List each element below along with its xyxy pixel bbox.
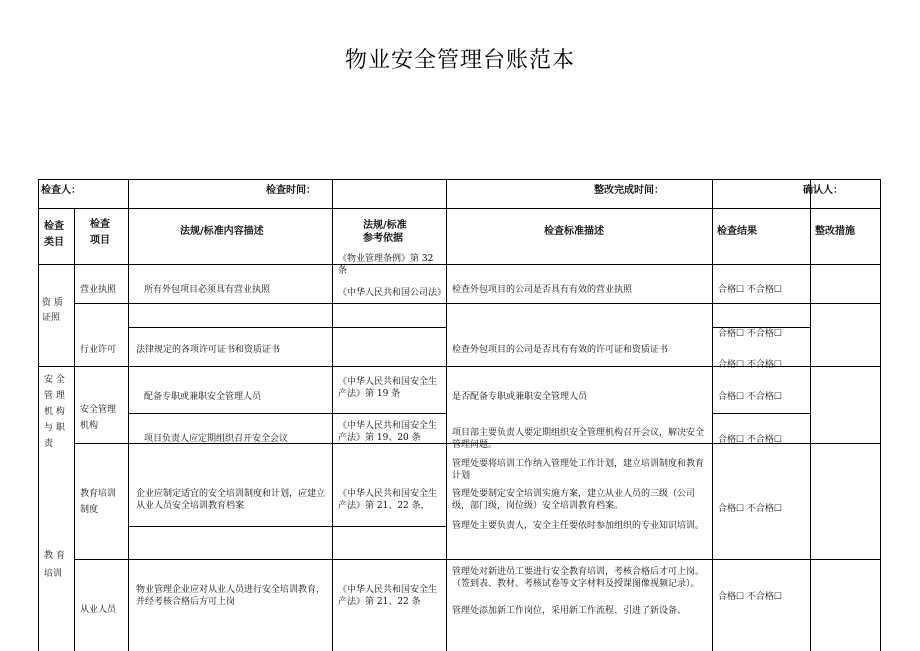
desc-row-1: 所有外包项目必须具有营业执照 <box>144 285 271 295</box>
basis-row-3a: 《中华人民共和国安全生产法》第 19 条 <box>338 377 438 399</box>
standard-row-5b: 管理处添加新工作岗位，采用新工作流程、引进了新设备、 <box>452 606 687 616</box>
desc-row-4: 企业应制定适宜的安全培训制度和计划，应建立从业人员安全培训教育档案 <box>136 489 326 511</box>
standard-row-4c: 管理处主要负责人，安全主任要依时参加组织的专业知识培训。 <box>452 521 705 531</box>
result-row-4[interactable]: 合格☐ 不合格☐ <box>718 504 782 514</box>
col-category-l2: 类目 <box>44 237 64 248</box>
section-org-l3: 机 构 <box>44 407 65 417</box>
section-org-l4: 与 职 <box>44 423 65 433</box>
item-staff: 从业人员 <box>80 605 117 615</box>
result-row-2a[interactable]: 合格☐ 不合格☐ <box>718 329 782 339</box>
desc-row-2: 法律规定的各项许可证书和资质证书 <box>136 345 281 355</box>
col-measures: 整改措施 <box>815 226 855 237</box>
desc-row-5: 物业管理企业应对从业人员进行安全培训教育，并经考核合格后方可上岗 <box>136 585 326 607</box>
standard-row-1: 检查外包项目的公司是否具有有效的营业执照 <box>452 285 633 295</box>
item-training-sys-l1: 教育培训 <box>80 489 117 499</box>
basis-row-4: 《中华人民共和国安全生产法》第 21、22 条， <box>338 489 438 511</box>
standard-row-4a: 管理处要将培训工作纳入管理处工作计划，建立培训制度和教育计划 <box>452 459 705 481</box>
document-title: 物业安全管理台账范本 <box>344 48 575 73</box>
section-edu-l1: 教 育 <box>44 551 65 561</box>
standard-row-3a: 是否配备专职或兼职安全管理人员 <box>452 392 588 402</box>
basis-row-1a: 《物业管理条例》第 32 条 <box>338 254 434 276</box>
standard-row-4b: 管理处要制定安全培训实施方案，建立从业人员的三级（公司级，部门级，岗位级）安全培训教育档案。 <box>452 489 696 511</box>
standard-row-3b: 项目部主要负责人要定期组织安全管理机构召开会议，解决安全管理问题。 <box>452 428 705 450</box>
col-standard: 检查标准描述 <box>544 226 604 237</box>
col-description: 法规/标准内容描述 <box>180 226 264 237</box>
rectify-time-label: 整改完成时间： <box>594 185 664 196</box>
item-safety-org-l1: 安全管理 <box>80 405 117 415</box>
section-qualification: 资 质 证照 <box>42 298 63 323</box>
section-org-l5: 责 <box>44 439 54 449</box>
item-training-sys-l2: 制度 <box>80 505 99 515</box>
section-org-l2: 管 理 <box>44 391 65 401</box>
confirmer-label: 确认人： <box>803 185 843 196</box>
standard-row-5a: 管理处对新进员工要进行安全教育培训，考核合格后才可上岗。（签到表、教材、考核试卷等文字材料及授课图像视频记录）。 <box>452 567 705 589</box>
col-basis-l2: 参考依据 <box>363 233 403 244</box>
section-edu-l2: 培训 <box>44 569 63 579</box>
inspector-label: 检查人： <box>41 185 81 196</box>
result-row-3b[interactable]: 合格☐ 不合格☐ <box>718 435 782 445</box>
desc-row-3a: 配备专职或兼职安全管理人员 <box>144 392 262 402</box>
col-item-l1: 检查 <box>90 219 110 230</box>
item-industry-permit: 行业许可 <box>80 345 117 355</box>
col-item-l2: 项目 <box>90 235 110 246</box>
result-row-3a[interactable]: 合格☐ 不合格☐ <box>718 392 782 402</box>
section-org-l1: 安 全 <box>44 375 65 385</box>
result-row-5[interactable]: 合格☐ 不合格☐ <box>718 592 782 602</box>
desc-row-3b: 项目负责人应定期组织召开安全会议 <box>144 434 289 444</box>
item-business-license: 营业执照 <box>80 285 117 295</box>
basis-row-3b: 《中华人民共和国安全生产法》第 19、20 条 <box>338 421 438 443</box>
basis-row-5: 《中华人民共和国安全生产法》第 21、22 条 <box>338 585 438 607</box>
inspection-time-label: 检查时间： <box>266 185 316 196</box>
col-result: 检查结果 <box>717 226 757 237</box>
basis-row-1b: 《中华人民共和国公司法》 <box>338 288 447 298</box>
item-safety-org-l2: 机构 <box>80 421 99 431</box>
result-row-2b[interactable]: 合格☐ 不合格☐ <box>718 360 782 370</box>
col-category-l1: 检查 <box>44 221 64 232</box>
col-basis-l1: 法规/标准 <box>363 220 407 231</box>
standard-row-2: 检查外包项目的公司是否具有有效的许可证和资质证书 <box>452 345 669 355</box>
result-row-1[interactable]: 合格☐ 不合格☐ <box>718 285 782 295</box>
